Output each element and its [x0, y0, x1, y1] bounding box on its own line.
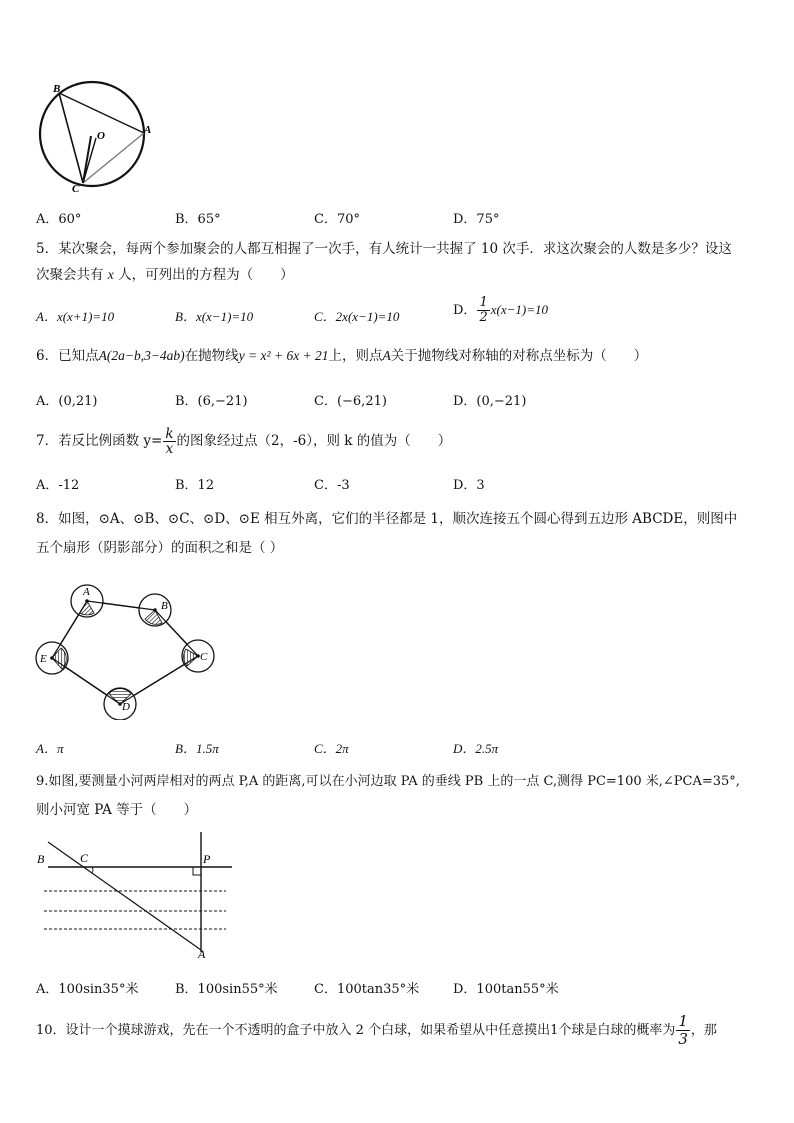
q5-option-b[interactable]: B．x(x−1)=10 — [175, 309, 254, 324]
q5-option-d-numerator: 1 — [479, 295, 488, 310]
label-e: E — [40, 653, 47, 665]
label-b: B — [37, 852, 45, 866]
q7-option-a[interactable]: A．-12 — [36, 478, 80, 493]
q8-option-c[interactable]: C．2π — [314, 741, 349, 756]
label-b: B — [53, 83, 61, 95]
q4-option-d[interactable]: D．75° — [453, 212, 500, 227]
q7-stem — [36, 427, 451, 456]
q5-option-d-expression: x(x−1)=10 — [490, 302, 548, 317]
q6-stem — [36, 343, 647, 369]
pentagon-circles-figure-q8 — [34, 580, 224, 720]
q4-option-b[interactable]: B．65° — [175, 212, 221, 227]
q5-stem-line2 — [36, 262, 294, 288]
q4-option-a[interactable]: A．60° — [36, 212, 82, 227]
q7-denominator: x — [165, 441, 174, 457]
q6-text-3: 上，则点 — [328, 348, 383, 364]
q9-option-d[interactable]: D．100tan55°米 — [453, 982, 559, 997]
q5-text-a: 次聚会共有 — [36, 267, 104, 283]
q6-point-name: A — [382, 348, 391, 363]
q5-text-b: 人，可列出的方程为（ ） — [118, 267, 294, 283]
q10-text: 10．设计一个摸球游戏，先在一个不透明的盒子中放入 2 个白球，如果希望从中任意摸出1个球是白球的概率为 — [36, 1023, 676, 1038]
q5-option-d-prefix: D． — [453, 303, 477, 318]
q4-option-c[interactable]: C．70° — [314, 212, 360, 227]
q6-text-1: 6．已知点 — [36, 348, 99, 364]
q9-option-b[interactable]: B．100sin55°米 — [175, 982, 278, 997]
q6-text-2: 在抛物线 — [184, 348, 239, 364]
q8-stem-line2: 五个扇形（阴影部分）的面积之和是（ ） — [36, 540, 284, 556]
q7-text-1: 7．若反比例函数 y= — [36, 433, 163, 449]
q8-option-b[interactable]: B．1.5π — [175, 741, 219, 756]
q6-text-4: 关于抛物线对称轴的对称点坐标为（ ） — [390, 348, 648, 364]
q9-stem-line1: 9.如图,要测量小河两岸相对的两点 P,A 的距离,可以在小河边取 PA 的垂线 PB 上的一点 C,测得 PC=100 米,∠PCA=35°, — [36, 774, 740, 789]
river-figure-q9 — [34, 830, 234, 960]
circle-figure-q4 — [30, 78, 165, 193]
q6-option-b[interactable]: B．(6,−21) — [175, 394, 248, 409]
label-c: C — [200, 651, 208, 663]
q5-option-c[interactable]: C．2x(x−1)=10 — [314, 309, 400, 324]
q8-option-a[interactable]: A．π — [36, 741, 64, 756]
label-c: C — [72, 183, 80, 193]
q6-parabola: y = x² + 6x + 21 — [238, 348, 329, 363]
label-a: A — [198, 947, 206, 960]
label-a: A — [83, 586, 90, 598]
q5-option-a[interactable]: A．x(x+1)=10 — [36, 309, 115, 324]
q7-option-c[interactable]: C．-3 — [314, 478, 350, 493]
q6-option-c[interactable]: C．(−6,21) — [314, 394, 387, 409]
q5-variable: x — [107, 267, 114, 282]
q8-stem-line1: 8．如图，⊙A、⊙B、⊙C、⊙D、⊙E 相互外离，它们的半径都是 1，顺次连接五个圆心得到五边形 ABCDE，则图中 — [36, 511, 738, 527]
q6-option-a[interactable]: A．(0,21) — [36, 394, 98, 409]
q6-point: A(2a−b,3−4ab) — [98, 348, 185, 363]
label-d: D — [122, 701, 130, 713]
q7-option-b[interactable]: B．12 — [175, 478, 215, 493]
q10-stem — [36, 1013, 717, 1048]
q10-tail: ，那 — [690, 1023, 717, 1038]
q5-stem-line1: 5．某次聚会，每两个参加聚会的人都互相握了一次手，有人统计一共握了 10 次手．求这次聚会的人数是多少？设这 — [36, 241, 732, 257]
q5-option-d[interactable] — [453, 296, 548, 325]
q7-option-d[interactable]: D．3 — [453, 478, 485, 493]
q9-stem-line2: 则小河宽 PA 等于（ ） — [36, 802, 198, 818]
q9-option-c[interactable]: C．100tan35°米 — [314, 982, 420, 997]
q10-denominator: 3 — [678, 1030, 688, 1048]
q6-option-d[interactable]: D．(0,−21) — [453, 394, 527, 409]
q8-option-d[interactable]: D．2.5π — [453, 741, 499, 756]
label-o: O — [97, 130, 105, 142]
q9-option-a[interactable]: A．100sin35°米 — [36, 982, 139, 997]
q10-numerator: 1 — [678, 1012, 688, 1030]
q5-option-d-denominator: 2 — [479, 310, 488, 325]
label-b: B — [161, 600, 168, 612]
label-p: P — [203, 852, 211, 866]
label-c: C — [80, 851, 89, 865]
q7-numerator: k — [165, 426, 174, 442]
label-a: A — [144, 124, 152, 136]
q7-text-2: 的图象经过点（2，-6），则 k 的值为（ ） — [176, 433, 452, 449]
